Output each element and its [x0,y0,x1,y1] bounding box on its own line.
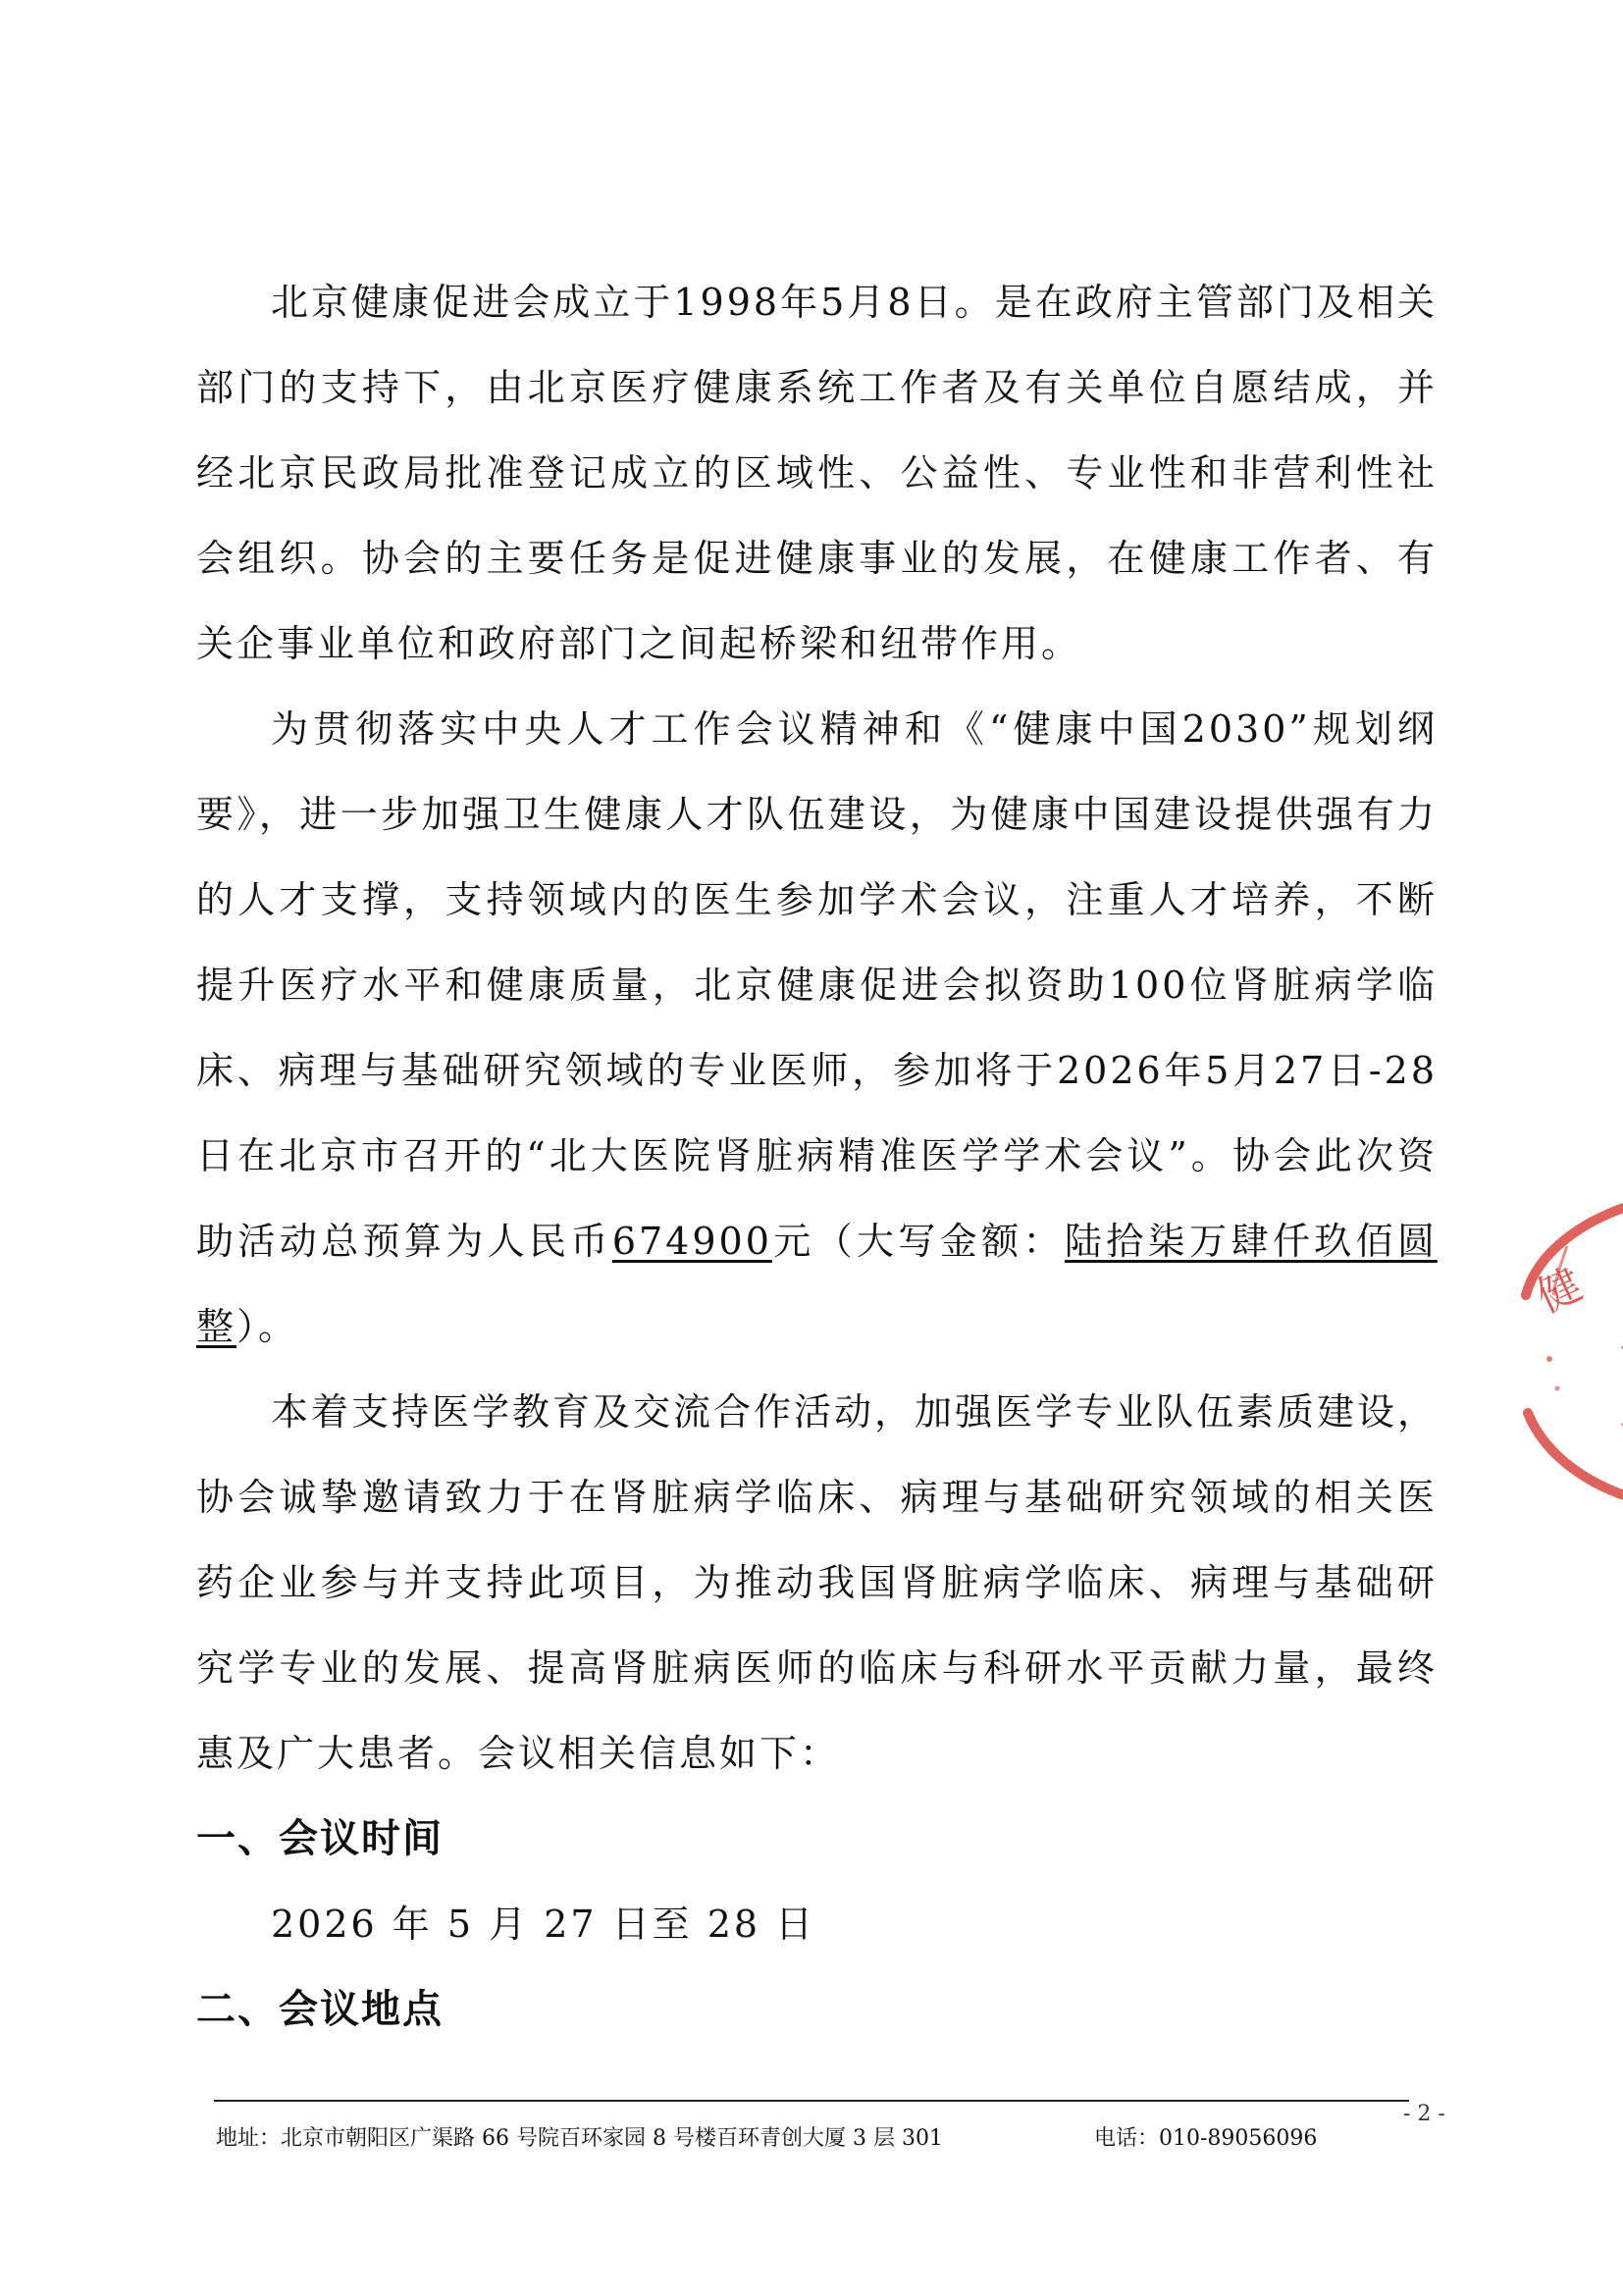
stamp-arc-bottom [1528,1413,1623,1503]
stamp-character: 健 [1529,1259,1591,1324]
funding-text-after: ）。 [236,1305,299,1348]
budget-amount: 674900 [611,1220,772,1263]
red-seal-stamp [1506,1187,1623,1521]
funding-text-before: 为贯彻落实中央人才工作会议精神和《“健康中国2030”规划纲要》，进一步加强卫生健康人才队伍建设，为健康中国建设提供强有力的人才支撑，支持领域内的医生参加学术会议，注重人才培养，不断提升医疗水平和健康质量，北京健康促进会拟资助100位肾脏病学临床、病理与基础研究领域的专业医师，参加将于2026年5月27日-28日在北京市召开的“北大医院肾脏病精准医学学术会议”。协会此次资助活动总预算为人民币 [196,707,1438,1263]
meeting-date: 2026 年 5 月 27 日至 28 日 [271,1903,816,1946]
document-body [196,260,1438,2053]
funding-text-middle: 元（大写金额： [771,1220,1065,1263]
footer-address: 地址：北京市朝阳区广渠路 66 号院百环家园 8 号楼百环青创大厦 3 层 301 [216,2126,943,2151]
stamp-dot [1546,1356,1552,1362]
paragraph-funding [196,687,1438,1370]
footer-divider [214,2100,1409,2102]
section-heading-time: 一、会议时间 [196,1816,444,1861]
stamp-dot [1555,1386,1560,1391]
paragraph-invitation: 本着支持医学教育及交流合作活动，加强医学专业队伍素质建设，协会诚挚邀请致力于在肾脏病学临床、病理与基础研究领域的相关医药企业参与并支持此项目，为推动我国肾脏病学临床、病理与基础研究学专业的发展、提高肾脏病医师的临床与科研水平贡献力量，最终惠及广大患者。会议相关信息如下： [196,1390,1439,1775]
footer-phone: 电话：010-89056096 [1094,2126,1318,2151]
page-number: - 2 - [1403,2102,1445,2126]
budget-amount-words: 陆拾柒万肆仟玖佰圆整 [196,1220,1438,1348]
footer [216,2121,1318,2152]
section-heading-location: 二、会议地点 [196,1987,444,2032]
paragraph-intro: 北京健康促进会成立于1998年5月8日。是在政府主管部门及相关部门的支持下，由北京医疗健康系统工作者及有关单位自愿结成，并经北京民政局批准登记成立的区域性、公益性、专业性和非营利性社会组织。协会的主要任务是促进健康事业的发展，在健康工作者、有关企事业单位和政府部门之间起桥梁和纽带作用。 [196,281,1438,665]
